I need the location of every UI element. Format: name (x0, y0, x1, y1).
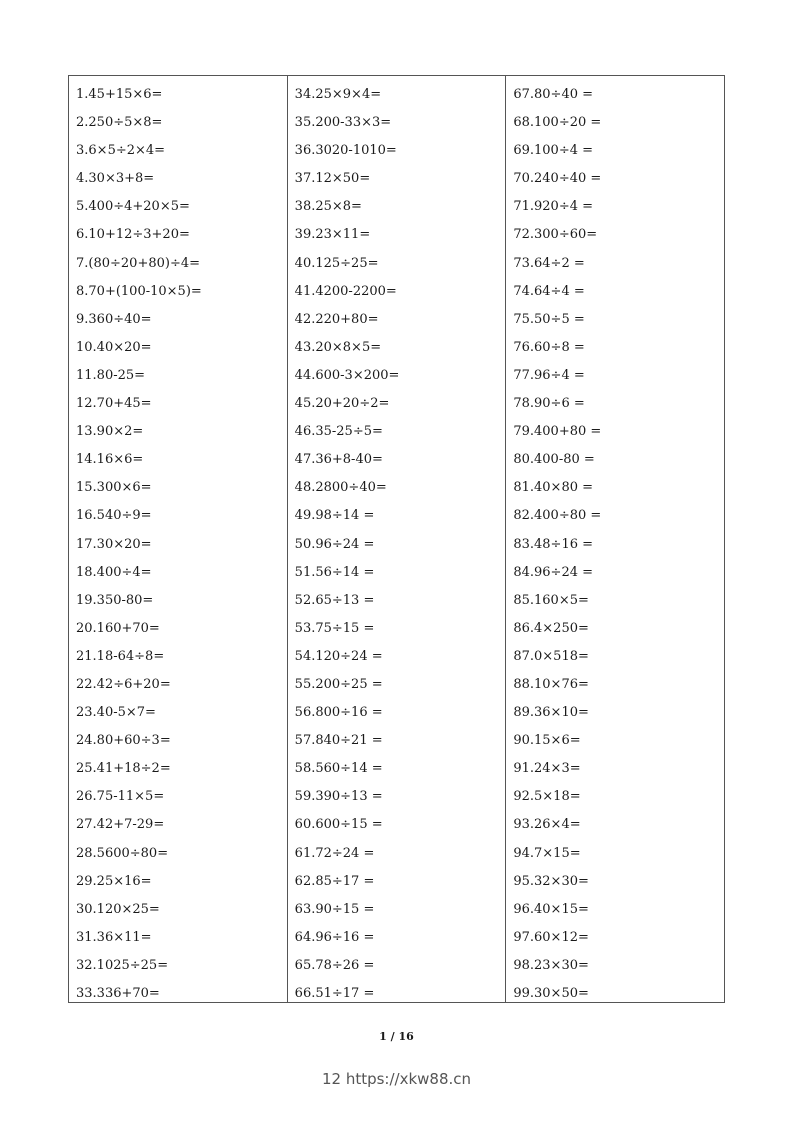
exercise-item: 89.36×10= (513, 705, 589, 721)
exercise-item: 29.25×16= (76, 873, 152, 889)
exercise-item: 50.96÷24 = (294, 536, 375, 552)
exercise-item: 43.20×8×5= (294, 339, 382, 355)
exercise-item: 31.36×11= (76, 929, 152, 945)
exercise-item: 98.23×30= (513, 957, 589, 973)
exercise-item: 40.125÷25= (294, 255, 379, 271)
exercise-item: 55.200÷25 = (294, 676, 383, 692)
exercise-item: 90.15×6= (513, 733, 581, 749)
exercise-item: 17.30×20= (76, 536, 152, 552)
page-number: 1 / 16 (379, 1030, 414, 1043)
exercise-item: 27.42+7-29= (76, 817, 165, 833)
exercise-item: 3.6×5÷2×4= (76, 143, 166, 159)
exercise-item: 76.60÷8 = (513, 339, 585, 355)
exercise-item: 11.80-25= (76, 367, 146, 383)
exercise-item: 78.90÷6 = (513, 396, 585, 412)
exercise-item: 18.400÷4= (76, 564, 152, 580)
exercise-item: 84.96÷24 = (513, 564, 594, 580)
exercise-item: 12.70+45= (76, 396, 152, 412)
exercise-item: 94.7×15= (513, 845, 581, 861)
exercise-item: 83.48÷16 = (513, 536, 594, 552)
exercise-item: 39.23×11= (294, 227, 371, 243)
exercise-item: 6.10+12÷3+20= (76, 227, 190, 243)
watermark-url: 12 https://xkw88.cn (321, 1070, 472, 1088)
exercise-item: 38.25×8= (294, 199, 362, 215)
exercise-item: 21.18-64÷8= (76, 648, 165, 664)
exercise-item: 28.5600÷80= (76, 845, 169, 861)
exercise-item: 61.72÷24 = (294, 845, 375, 861)
exercise-item: 72.300÷60= (513, 227, 598, 243)
exercise-item: 99.30×50= (513, 986, 589, 1001)
exercise-item: 9.360÷40= (76, 311, 152, 327)
exercise-item: 68.100÷20 = (513, 115, 602, 131)
exercise-item: 70.240÷40 = (513, 171, 602, 187)
exercise-item: 87.0×518= (513, 648, 589, 664)
exercise-item: 93.26×4= (513, 817, 581, 833)
exercise-item: 15.300×6= (76, 480, 152, 496)
exercise-item: 10.40×20= (76, 339, 152, 355)
exercise-item: 95.32×30= (513, 873, 589, 889)
exercise-item: 13.90×2= (76, 424, 144, 440)
exercise-item: 33.336+70= (76, 986, 160, 1001)
exercise-item: 48.2800÷40= (294, 480, 387, 496)
exercise-item: 36.3020-1010= (294, 143, 397, 159)
exercise-item: 26.75-11×5= (76, 789, 165, 805)
exercise-item: 75.50÷5 = (513, 311, 585, 327)
exercise-item: 60.600÷15 = (294, 817, 383, 833)
exercise-item: 16.540÷9= (76, 508, 152, 524)
exercise-item: 5.400÷4+20×5= (76, 199, 190, 215)
exercise-item: 96.40×15= (513, 901, 589, 917)
exercise-item: 24.80+60÷3= (76, 733, 171, 749)
exercise-item: 69.100÷4 = (513, 143, 594, 159)
exercise-item: 1.45+15×6= (76, 87, 163, 102)
exercise-item: 81.40×80 = (513, 480, 594, 496)
exercise-item: 59.390÷13 = (294, 789, 383, 805)
exercise-item: 47.36+8-40= (294, 452, 383, 468)
exercise-item: 8.70+(100-10×5)= (76, 283, 202, 299)
exercise-item: 85.160×5= (513, 592, 589, 608)
exercise-item: 67.80÷40 = (513, 87, 594, 102)
exercise-item: 25.41+18÷2= (76, 761, 171, 777)
exercise-item: 82.400÷80 = (513, 508, 602, 524)
exercise-item: 91.24×3= (513, 761, 581, 777)
exercise-item: 92.5×18= (513, 789, 581, 805)
exercise-item: 88.10×76= (513, 676, 589, 692)
exercise-item: 2.250÷5×8= (76, 115, 163, 131)
exercise-item: 80.400-80 = (513, 452, 595, 468)
exercise-item: 37.12×50= (294, 171, 371, 187)
exercise-item: 44.600-3×200= (294, 367, 400, 383)
exercise-item: 30.120×25= (76, 901, 160, 917)
exercise-item: 53.75÷15 = (294, 620, 375, 636)
exercise-item: 58.560÷14 = (294, 761, 383, 777)
exercise-item: 23.40-5×7= (76, 705, 156, 721)
exercise-item: 46.35-25÷5= (294, 424, 383, 440)
exercise-table (68, 75, 725, 1003)
exercise-item: 73.64÷2 = (513, 255, 585, 271)
exercise-item: 51.56÷14 = (294, 564, 375, 580)
exercise-item: 32.1025÷25= (76, 957, 169, 973)
exercise-item: 64.96÷16 = (294, 929, 375, 945)
exercise-item: 42.220+80= (294, 311, 379, 327)
exercise-item: 7.(80÷20+80)÷4= (76, 255, 201, 271)
exercise-item: 4.30×3+8= (76, 171, 155, 187)
exercise-item: 49.98÷14 = (294, 508, 375, 524)
exercise-item: 77.96÷4 = (513, 367, 585, 383)
exercise-item: 63.90÷15 = (294, 901, 375, 917)
exercise-item: 74.64÷4 = (513, 283, 585, 299)
exercise-item: 34.25×9×4= (294, 87, 382, 102)
exercise-item: 52.65÷13 = (294, 592, 375, 608)
exercise-item: 45.20+20÷2= (294, 396, 390, 412)
exercise-item: 35.200-33×3= (294, 115, 392, 131)
exercise-item: 19.350-80= (76, 592, 154, 608)
exercise-item: 14.16×6= (76, 452, 144, 468)
exercise-item: 62.85÷17 = (294, 873, 375, 889)
exercise-column-1 (69, 76, 287, 1002)
exercise-item: 22.42÷6+20= (76, 676, 171, 692)
exercise-item: 86.4×250= (513, 620, 589, 636)
exercise-item: 56.800÷16 = (294, 705, 383, 721)
exercise-column-2 (287, 76, 506, 1002)
exercise-item: 79.400+80 = (513, 424, 602, 440)
exercise-item: 54.120÷24 = (294, 648, 383, 664)
exercise-item: 66.51÷17 = (294, 986, 375, 1001)
exercise-item: 71.920÷4 = (513, 199, 594, 215)
exercise-item: 20.160+70= (76, 620, 160, 636)
exercise-item: 65.78÷26 = (294, 957, 375, 973)
exercise-column-3 (505, 76, 724, 1002)
exercise-item: 41.4200-2200= (294, 283, 397, 299)
exercise-item: 57.840÷21 = (294, 733, 383, 749)
exercise-item: 97.60×12= (513, 929, 589, 945)
